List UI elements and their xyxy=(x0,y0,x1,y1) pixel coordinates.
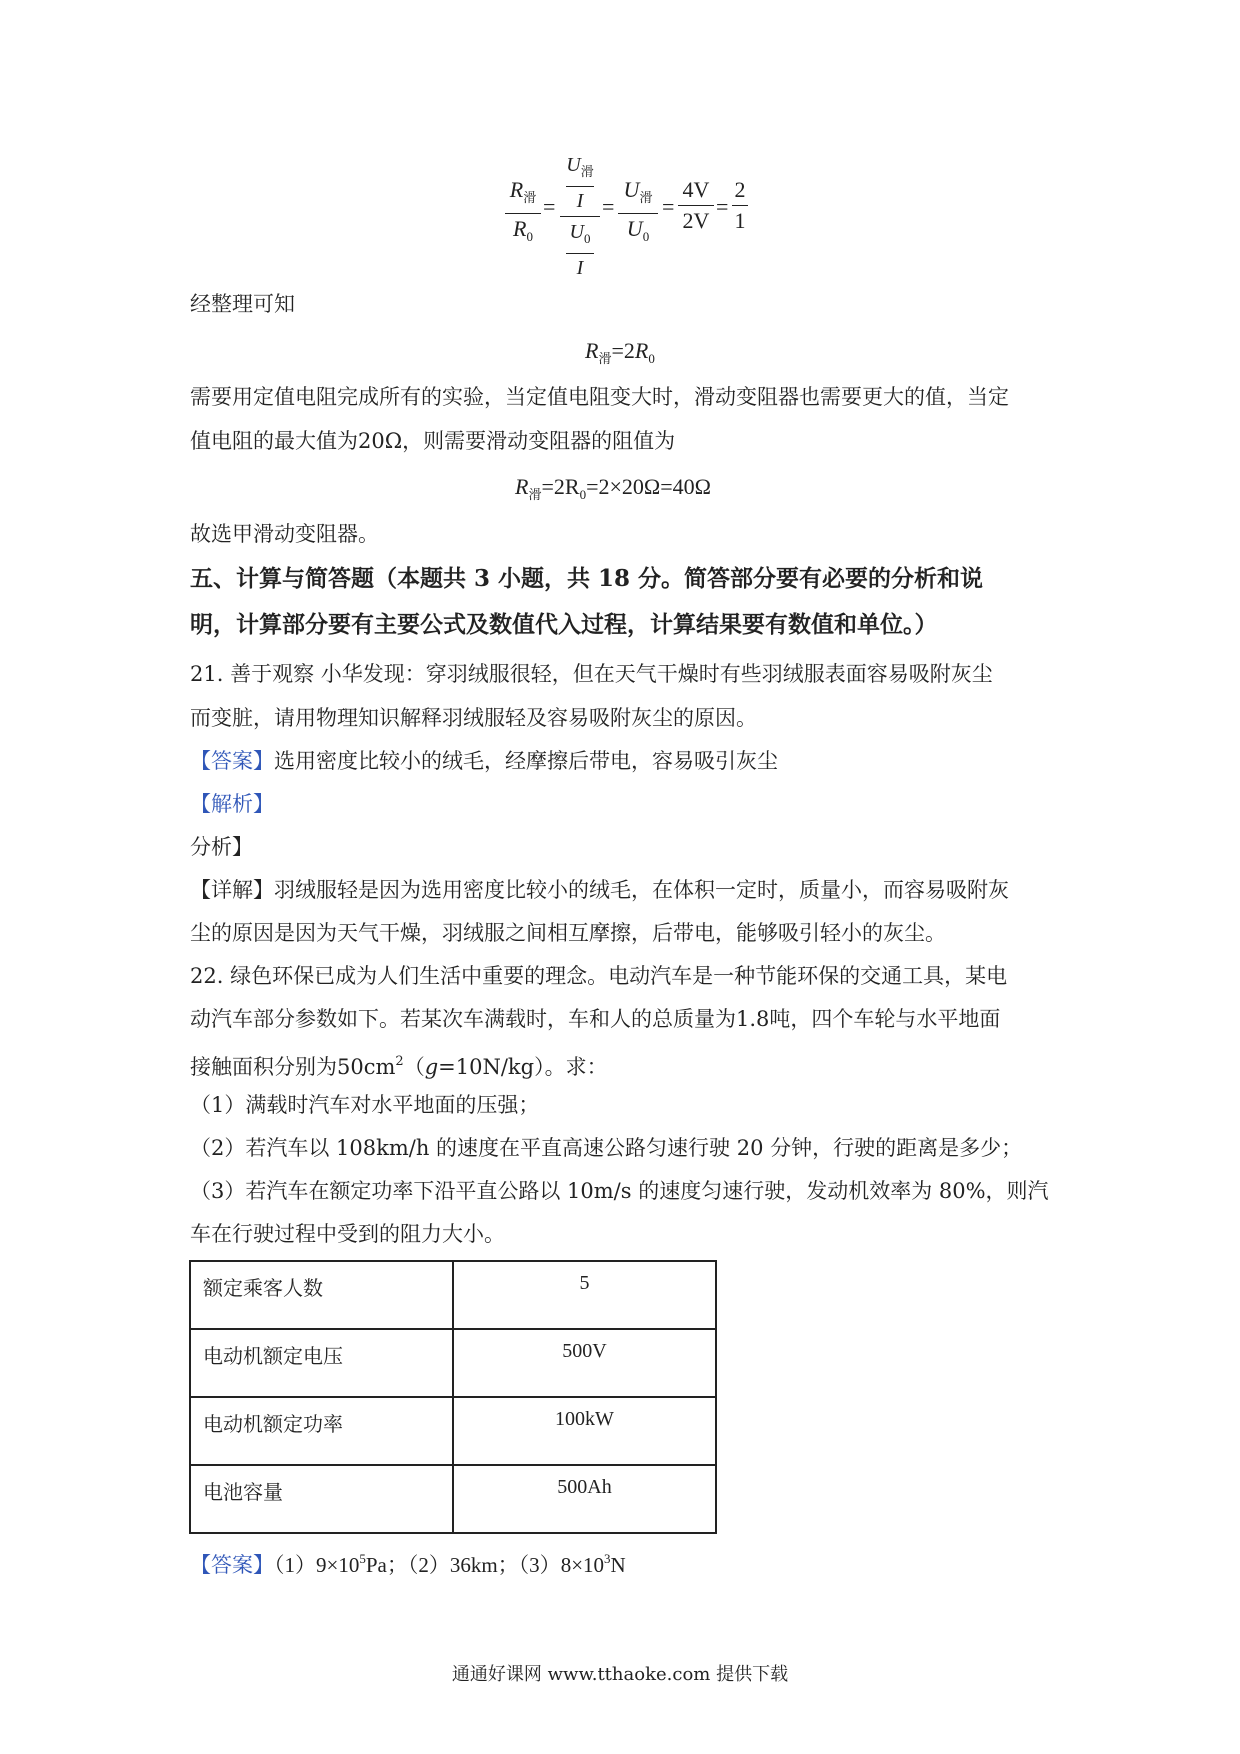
table-row xyxy=(190,1397,716,1465)
voltage-fraction: 4V 2V xyxy=(678,177,714,234)
text-choose: 故选甲滑动变阻器。 xyxy=(190,522,379,546)
analysis-label: 【解析】 xyxy=(190,792,274,816)
car-params-table xyxy=(189,1260,717,1534)
q21-line1: 21. 善于观察 小华发现：穿羽绒服很轻，但在天气干燥时有些羽绒服表面容易吸附灰尘 xyxy=(190,662,993,686)
section-title-line1: 五、计算与简答题（本题共 3 小题，共 18 分。简答部分要有必要的分析和说 xyxy=(190,565,984,592)
table-value: 500V xyxy=(453,1329,716,1397)
table-value: 500Ah xyxy=(453,1465,716,1533)
q22-answer: 【答案】$(1)9\times 10^5Pa$；（2）36km；$(3)8\times 10^3N$ xyxy=(190,1551,626,1577)
result-fraction: 2 1 xyxy=(732,177,748,234)
page-footer: 通通好课网 www.tthaoke.com 提供下载 xyxy=(451,1664,789,1685)
analysis-line: 分析】 xyxy=(190,835,253,859)
table-value: 5 xyxy=(453,1261,716,1329)
q21-answer: 【答案】选用密度比较小的绒毛，经摩擦后带电，容易吸引灰尘 xyxy=(190,749,778,773)
table-row xyxy=(190,1329,716,1397)
answer-label: 【答案】 xyxy=(190,749,274,773)
formula-r-hua-value: $R_滑=2R_0=2\times 20\Omega=40\Omega$ xyxy=(515,474,711,502)
text-conclude: 经整理可知 xyxy=(190,292,295,316)
formula-r-hua-2r0: $R_滑=2R_0$ xyxy=(585,338,655,366)
table-key: 额定乘客人数 xyxy=(190,1261,453,1329)
table-key: 电动机额定功率 xyxy=(190,1397,453,1465)
ratio-r-fraction: $R_滑$ $R_0$ xyxy=(505,177,541,250)
u-ratio-fraction: $U_滑$ $U_0$ xyxy=(618,177,658,250)
para1-line2: 值电阻的最大值为20Ω，则需要滑动变阻器的阻值为 xyxy=(190,429,676,453)
q22-line1: 22. 绿色环保已成为人们生活中重要的理念。电动汽车是一种节能环保的交通工具，某电 xyxy=(190,964,1008,988)
q22-line2: 动汽车部分参数如下。若某次车满载时，车和人的总质量为1.8吨，四个车轮与水平地面 xyxy=(190,1007,1001,1031)
table-row xyxy=(190,1261,716,1329)
compound-fraction: $U_滑$ I $U_0$ I xyxy=(560,152,600,281)
q22-sub2: （2）若汽车以 108km/h 的速度在平直高速公路匀速行驶 20 分钟，行驶的距离是多少； xyxy=(190,1136,1023,1160)
detail-line1: 【详解】羽绒服轻是因为选用密度比较小的绒毛，在体积一定时，质量小，而容易吸附灰 xyxy=(190,878,1009,902)
q22-sub3-line1: （3）若汽车在额定功率下沿平直公路以 10m/s 的速度匀速行驶，发动机效率为 80%，则汽 xyxy=(190,1179,1049,1203)
q22-sub1: （1）满载时汽车对水平地面的压强； xyxy=(190,1093,540,1117)
table-key: 电动机额定电压 xyxy=(190,1329,453,1397)
q22-sub3-line2: 车在行驶过程中受到的阻力大小。 xyxy=(190,1222,505,1246)
table-key: 电池容量 xyxy=(190,1465,453,1533)
table-row xyxy=(190,1465,716,1533)
document-page: $R_滑$ $R_0$ = $U_滑$ I $U_0$ I = $U_滑$ $U_0$ = 4V 2V = 2 1 经整理可知 $R_滑=2R_0$ 需要用定值电阻完成所有的实验，当定值电阻变大时，滑动变阻器也需要更大的值，当定 值电阻的最大值为20Ω，则需要滑动变阻器的阻值为 $R_滑=2R_0=2\times 20\Omega=40\Omega$ 故选甲滑动变阻器。 五、计算与简答题（本题共 3 小题，共 18 分。简答部分要有必要的分析和说 明，计算部分要有主要公式及数值代入过程，计算结果要有数值和单位。） 21. 善于观察 小华发现：穿羽绒服很轻，但在天气干燥时有些羽绒服表面容易吸附灰尘 而变脏，请用物理知识解释羽绒服轻及容易吸附灰尘的原因。 【答案】选用密度比较小的绒毛，经摩擦后带电，容易吸引灰尘 【解析】 分析】 【详解】羽绒服轻是因为选用密度比较小的绒毛，在体积一定时，质量小，而容易吸附灰 尘的原因是因为天气干燥，羽绒服之间相互摩擦，后带电，能够吸引轻小的灰尘。 22. 绿色环保已成为人们生活中重要的理念。电动汽车是一种节能环保的交通工具，某电 动汽车部分参数如下。若某次车满载时，车和人的总质量为1.8吨，四个车轮与水平地面 接触面积分别为$50cm^2(g=10N/kg)$。求： （1）满载时汽车对水平地面的压强； （2）若汽车以 108km/h 的速度在平直高速公路匀速行驶 20 分钟，行驶的距离是多少； （3）若汽车在额定功率下沿平直公路以 10m/s 的速度匀速行驶，发动机效率为 80%，则汽 车在行驶过程中受到的阻力大小。 额定乘客人数 5 电动机额定电压 500V 电动机额定功率 100kW 电池容量 500Ah 【答案】$(1)9\times 10^5Pa$；（2）36km；$(3)8\times 10^3N$ 通通好课网 www.tthaoke.com 提供下载 xyxy=(0,0,1240,1754)
table-value: 100kW xyxy=(453,1397,716,1465)
section-title-line2: 明，计算部分要有主要公式及数值代入过程，计算结果要有数值和单位。） xyxy=(190,611,938,638)
q22-line3: 接触面积分别为$50cm^2(g=10N/kg)$。求： xyxy=(190,1054,608,1079)
detail-line2: 尘的原因是因为天气干燥，羽绒服之间相互摩擦，后带电，能够吸引轻小的灰尘。 xyxy=(190,921,946,945)
para1-line1: 需要用定值电阻完成所有的实验，当定值电阻变大时，滑动变阻器也需要更大的值，当定 xyxy=(190,385,1009,409)
q21-line2: 而变脏，请用物理知识解释羽绒服轻及容易吸附灰尘的原因。 xyxy=(190,706,757,730)
